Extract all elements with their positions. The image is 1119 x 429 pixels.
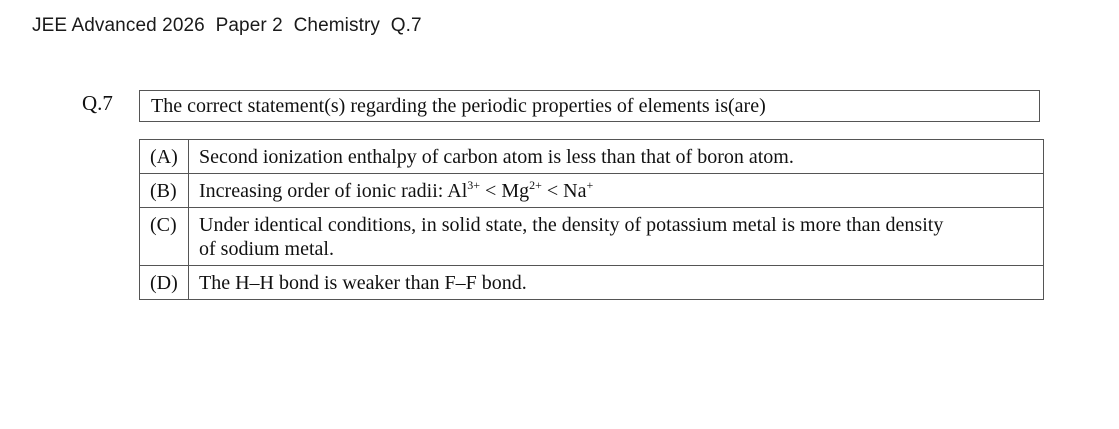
option-text: The H–H bond is weaker than F–F bond. <box>189 266 1044 300</box>
ion-charge: + <box>586 178 594 192</box>
option-text-line1: Under identical conditions, in solid state, the density of potassium metal is more than density <box>199 214 944 236</box>
option-text: Second ionization enthalpy of carbon atom is less than that of boron atom. <box>189 140 1044 174</box>
option-row-d <box>140 266 1044 300</box>
ion-symbol: Mg <box>501 180 530 202</box>
ion-separator: < <box>541 180 564 202</box>
ion-charge: 3+ <box>467 178 481 192</box>
option-text <box>189 208 1044 266</box>
options-table <box>139 139 1044 300</box>
option-label: (C) <box>140 208 189 266</box>
option-text-line2: of sodium metal. <box>199 238 334 260</box>
option-row-a <box>140 140 1044 174</box>
option-label: (A) <box>140 140 189 174</box>
page-header: JEE Advanced 2026 Paper 2 Chemistry Q.7 <box>32 15 422 36</box>
option-row-b <box>140 174 1044 208</box>
ion-symbol: Al <box>447 180 468 202</box>
ion-separator: < <box>480 180 502 202</box>
option-text <box>189 174 1044 208</box>
option-label: (B) <box>140 174 189 208</box>
option-text-prefix: Increasing order of ionic radii: <box>199 180 448 202</box>
question-number: Q.7 <box>82 91 113 115</box>
option-row-c <box>140 208 1044 266</box>
question-stem: The correct statement(s) regarding the periodic properties of elements is(are) <box>139 90 1040 122</box>
option-label: (D) <box>140 266 189 300</box>
ion-charge: 2+ <box>529 178 542 192</box>
ion-symbol: Na <box>563 180 587 202</box>
